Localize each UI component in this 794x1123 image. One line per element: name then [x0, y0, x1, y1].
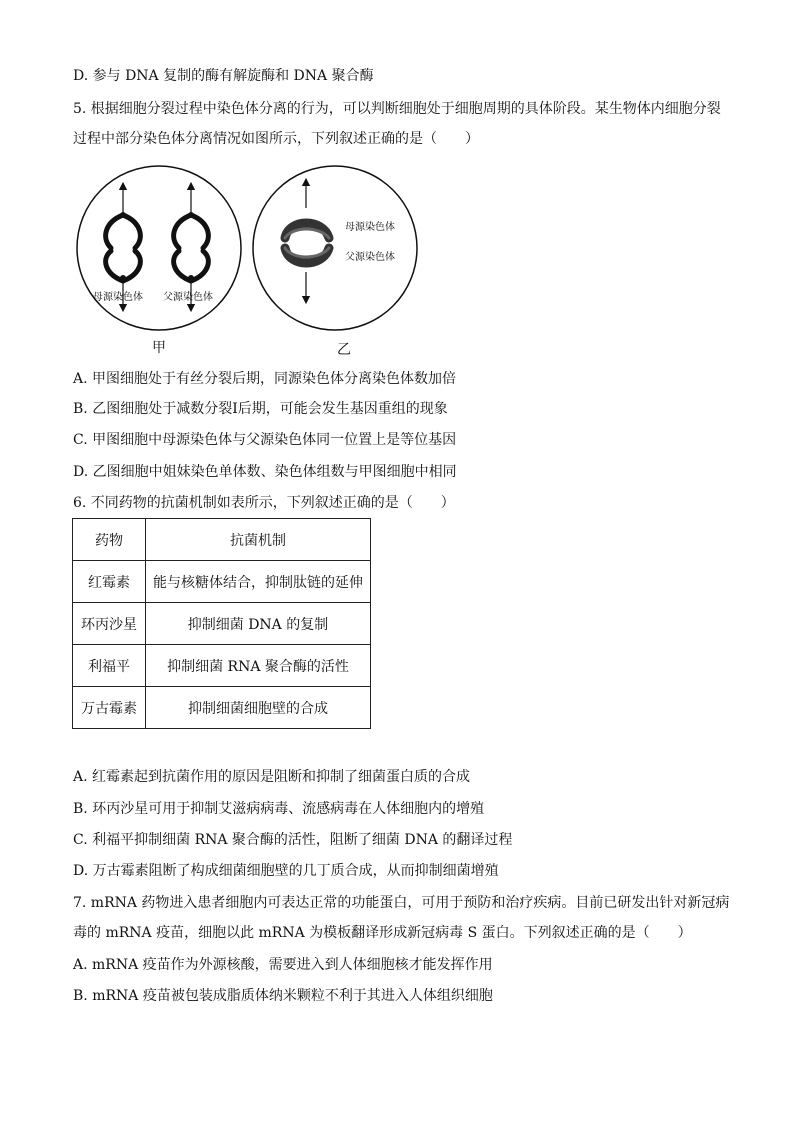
q6-option-a: A. 红霉素起到抗菌作用的原因是阻断和抑制了细菌蛋白质的合成 — [73, 769, 471, 785]
table-header-cell: 抗菌机制 — [146, 519, 371, 561]
q7-option-a: A. mRNA 疫苗作为外源核酸，需要进入到人体细胞核才能发挥作用 — [73, 957, 493, 973]
q7-stem-line-1: 7. mRNA 药物进入患者细胞内可表达正常的功能蛋白，可用于预防和治疗疾病。目前已研发出针对新冠病 — [73, 895, 730, 911]
table-row — [73, 603, 371, 645]
table-cell-mechanism: 抑制细菌 DNA 的复制 — [146, 603, 371, 645]
table-cell-drug: 万古霉素 — [73, 687, 146, 729]
table-cell-drug: 红霉素 — [73, 561, 146, 603]
q5-option-c: C. 甲图细胞中母源染色体与父源染色体同一位置上是等位基因 — [73, 432, 457, 448]
cell-jia-membrane — [77, 166, 241, 330]
chromosome-figure — [73, 160, 433, 360]
q6-option-b: B. 环丙沙星可用于抑制艾滋病病毒、流感病毒在人体细胞内的增殖 — [73, 801, 485, 817]
jia-label-paternal: 父源染色体 — [163, 292, 213, 303]
cell-diagram-svg — [73, 160, 433, 360]
table-row — [73, 561, 371, 603]
table-cell-drug: 利福平 — [73, 645, 146, 687]
q6-stem: 6. 不同药物的抗菌机制如表所示，下列叙述正确的是（ ） — [73, 495, 455, 511]
table-cell-mechanism: 能与核糖体结合，抑制肽链的延伸 — [146, 561, 371, 603]
q6-option-c: C. 利福平抑制细菌 RNA 聚合酶的活性，阻断了细菌 DNA 的翻译过程 — [73, 832, 513, 848]
cell-yi-membrane — [253, 166, 417, 330]
jia-label-maternal: 母源染色体 — [93, 292, 143, 303]
yi-label-paternal: 父源染色体 — [345, 252, 395, 263]
table-row — [73, 645, 371, 687]
table-cell-mechanism: 抑制细菌 RNA 聚合酶的活性 — [146, 645, 371, 687]
table-cell-drug: 环丙沙星 — [73, 603, 146, 645]
q5-option-d: D. 乙图细胞中姐妹染色单体数、染色体组数与甲图细胞中相同 — [73, 464, 457, 480]
q5-stem-line-2: 过程中部分染色体分离情况如图所示，下列叙述正确的是（ ） — [73, 131, 479, 147]
table-row — [73, 687, 371, 729]
q4-option-d: D. 参与 DNA 复制的酶有解旋酶和 DNA 聚合酶 — [73, 68, 374, 84]
table-header-cell: 药物 — [73, 519, 146, 561]
yi-label-maternal: 母源染色体 — [345, 222, 395, 233]
q7-stem-line-2: 毒的 mRNA 疫苗，细胞以此 mRNA 为模板翻译形成新冠病毒 S 蛋白。下列叙述正确的是（ ） — [73, 925, 692, 941]
caption-jia: 甲 — [152, 340, 166, 356]
q7-option-b: B. mRNA 疫苗被包装成脂质体纳米颗粒不利于其进入人体组织细胞 — [73, 988, 493, 1004]
antibacterial-table — [72, 518, 371, 729]
q5-option-a: A. 甲图细胞处于有丝分裂后期，同源染色体分离染色体数加倍 — [73, 371, 457, 387]
q5-stem-line-1: 5. 根据细胞分裂过程中染色体分离的行为，可以判断细胞处于细胞周期的具体阶段。某生物体内细胞分裂 — [73, 101, 721, 117]
caption-yi: 乙 — [337, 342, 351, 358]
table-header-row — [73, 519, 371, 561]
q6-option-d: D. 万古霉素阻断了构成细菌细胞壁的几丁质合成，从而抑制细菌增殖 — [73, 863, 499, 879]
q5-option-b: B. 乙图细胞处于减数分裂Ⅰ后期，可能会发生基因重组的现象 — [73, 401, 448, 417]
table-cell-mechanism: 抑制细菌细胞壁的合成 — [146, 687, 371, 729]
